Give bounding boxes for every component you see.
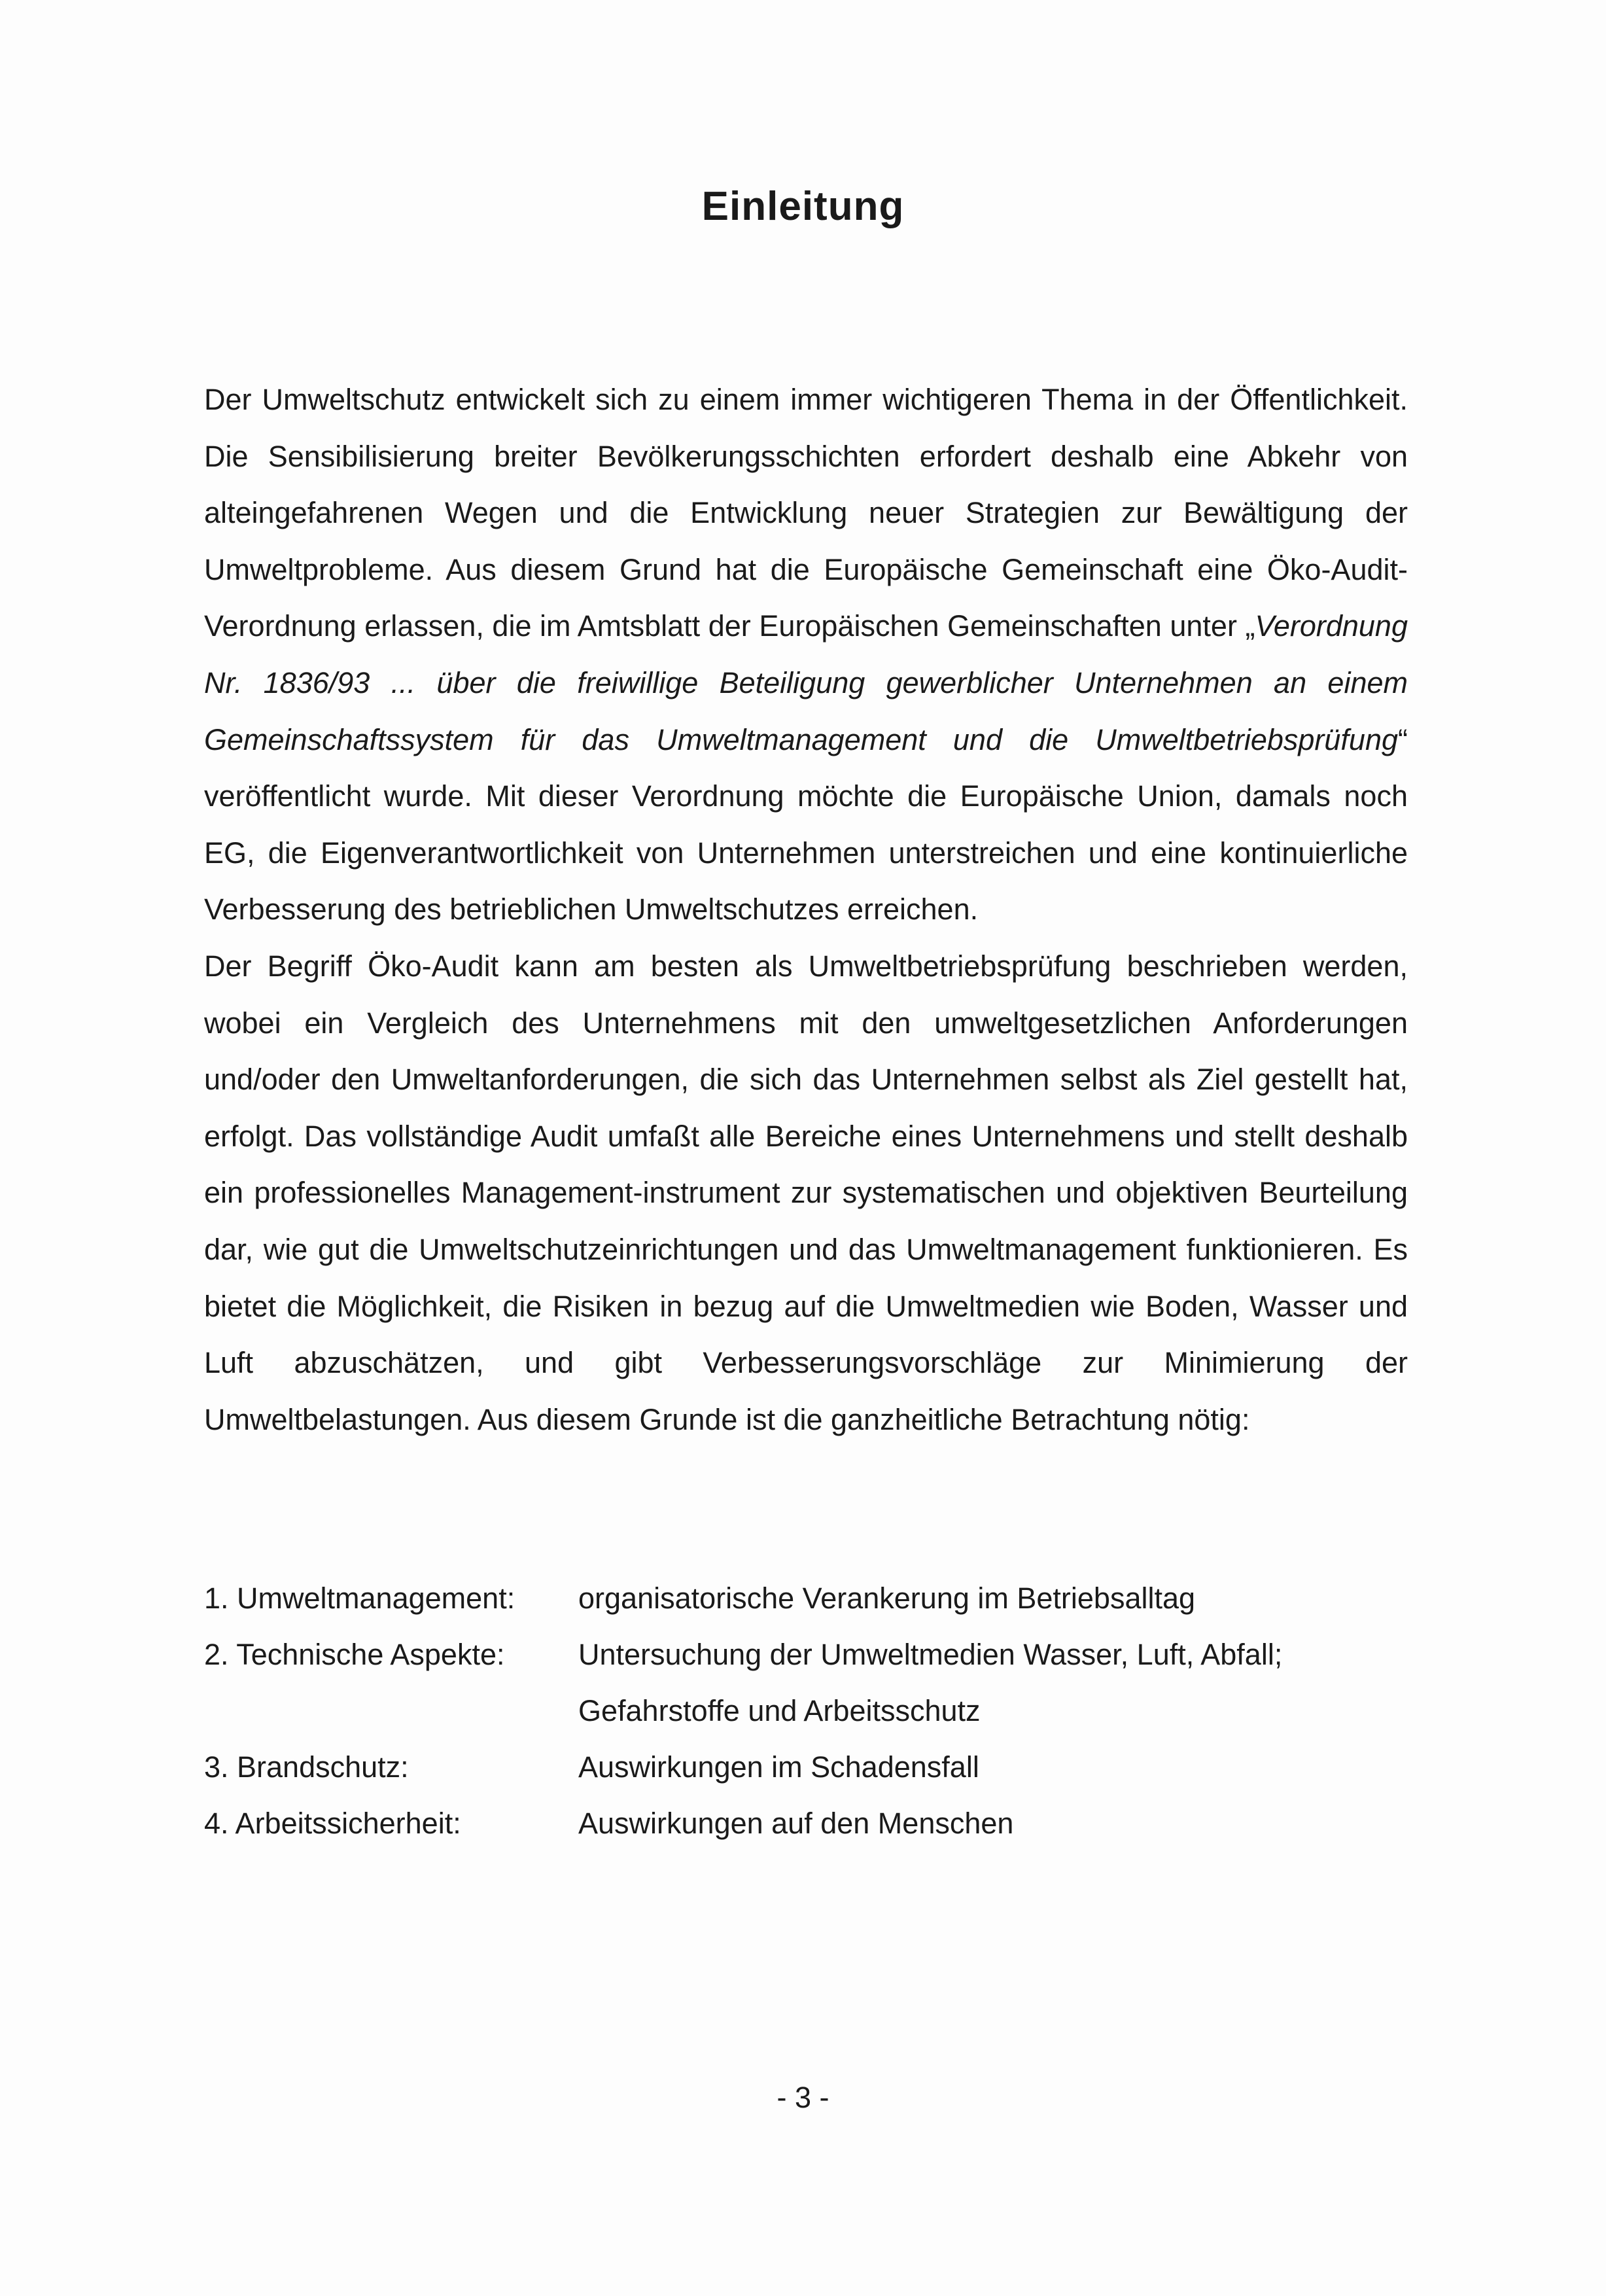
list-item-description: organisatorische Verankerung im Betriebsalltag [578,1581,1196,1615]
paragraph-1-closing: “ veröffentlicht wurde. Mit dieser Verordnung möchte die Europäische Union, damals noch EG, die Eigenverantwortlichkeit von Unternehmen unterstreichen und eine kontinuierliche Verbesserung des betrieblichen Umweltschutzes erreichen. [204,722,1408,927]
list-item-label: 4. Arbeitssicherheit: [204,1807,461,1840]
page-title: Einleitung [701,184,905,229]
paragraph-1 [204,372,1408,938]
list-item [204,1627,1408,1739]
list-item-description: Untersuchung der Umweltmedien Wasser, Luft, Abfall; Gefahrstoffe und Arbeitsschutz [578,1638,1283,1727]
list-item [204,1570,1408,1627]
list-item [204,1739,1408,1795]
aspect-list [204,1570,1408,1852]
list-item-description: Auswirkungen im Schadensfall [578,1750,979,1784]
paragraph-1-intro: Der Umweltschutz entwickelt sich zu einem immer wichtigeren Thema in der Öffentlichkeit. Die Sensibilisierung breiter Bevölkerungsschichten erfordert deshalb eine Abkehr von alteingefahrenen Wegen und die Entwicklung neuer Strategien zur Bewältigung der Umweltprobleme. Aus diesem Grund hat die Europäische Gemeinschaft eine Öko-Audit-Verordnung erlassen, die im Amtsblatt der Europäischen Gemeinschaften unter „ [204,383,1408,643]
list-item-label: 1. Umweltmanagement: [204,1581,515,1615]
list-item-label: 3. Brandschutz: [204,1750,409,1784]
page-number: - 3 - [777,2081,829,2114]
paragraph-1-regulation-title: Verordnung Nr. 1836/93 ... über die freiwillige Beteiligung gewerblicher Unternehmen an einem Gemeinschaftssystem für das Umweltmanagement und die Umweltbetriebsprüfung [204,609,1408,756]
paragraph-2: Der Begriff Öko-Audit kann am besten als Umweltbetriebsprüfung beschrieben werden, wobei ein Vergleich des Unternehmens mit den umweltgesetzlichen Anforderungen und/oder den Umweltanforderungen, die sich das Unternehmen selbst als Ziel gestellt hat, erfolgt. Das vollständige Audit umfaßt alle Bereiche eines Unternehmens und stellt deshalb ein professionelles Management-instrument zur systematischen und objektiven Beurteilung dar, wie gut die Umweltschutzeinrichtungen und das Umweltmanagement funktionieren. Es bietet die Möglichkeit, die Risiken in bezug auf die Umweltmedien wie Boden, Wasser und Luft abzuschätzen, und gibt Verbesserungsvorschläge zur Minimierung der Umweltbelastungen. Aus diesem Grunde ist die ganzheitliche Betrachtung nötig: [204,949,1408,1436]
list-item [204,1795,1408,1852]
body-text [204,372,1408,1448]
list-item-label: 2. Technische Aspekte: [204,1638,505,1671]
list-item-description: Auswirkungen auf den Menschen [578,1807,1014,1840]
